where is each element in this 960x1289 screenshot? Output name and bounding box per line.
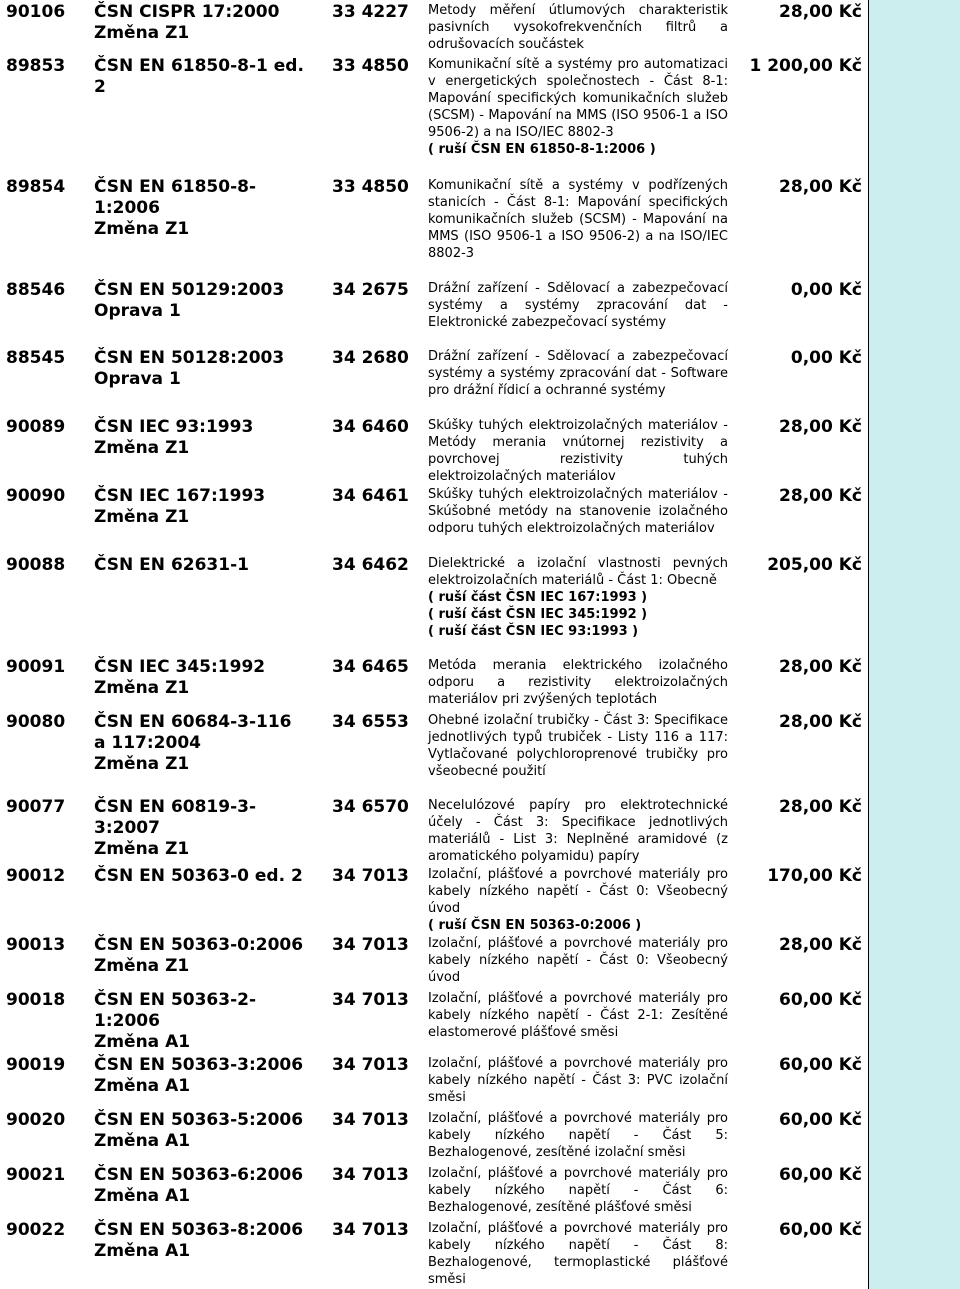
classification-code: 34 6461 xyxy=(332,486,409,506)
standard-line: ČSN EN 50363-3:2006 xyxy=(94,1055,304,1075)
title-text: Dielektrické a izolační vlastnosti pevných elektroizolačních materiálů - Část 1: Obecně xyxy=(428,556,728,588)
standard-line: Změna Z1 xyxy=(94,956,190,976)
classification-code: 34 6465 xyxy=(332,657,409,677)
price: 0,00 Kč xyxy=(790,348,862,368)
standard-line: ČSN EN 60819-3- xyxy=(94,797,257,817)
classification-code: 34 7013 xyxy=(332,990,409,1010)
row-id: 90012 xyxy=(6,866,66,886)
row-id: 90020 xyxy=(6,1110,66,1130)
price: 60,00 Kč xyxy=(779,1055,862,1075)
standard-line: Změna Z1 xyxy=(94,23,190,43)
row-id: 90091 xyxy=(6,657,66,677)
standard-line: ČSN EN 50363-8:2006 xyxy=(94,1220,304,1240)
row-id: 90018 xyxy=(6,990,66,1010)
standard-title xyxy=(428,712,728,780)
standard-line: Změna Z1 xyxy=(94,678,190,698)
standard-title xyxy=(428,657,728,708)
standard-title xyxy=(428,1220,728,1288)
standard-line: Oprava 1 xyxy=(94,369,181,389)
row-id: 90021 xyxy=(6,1165,66,1185)
standard-line: ČSN EN 50129:2003 xyxy=(94,280,285,300)
standard-line: ČSN EN 61850-8- xyxy=(94,177,257,197)
classification-code: 33 4850 xyxy=(332,56,409,76)
title-text: Izolační, plášťové a povrchové materiály pro kabely nízkého napětí - Část 3: PVC izolační směsi xyxy=(428,1056,728,1105)
standard-title xyxy=(428,866,728,934)
standard-title xyxy=(428,555,728,640)
row-id: 88546 xyxy=(6,280,66,300)
standard-designation xyxy=(94,657,330,699)
price: 205,00 Kč xyxy=(767,555,862,575)
standard-line: ČSN EN 50363-5:2006 xyxy=(94,1110,304,1130)
standard-designation xyxy=(94,797,330,860)
standard-line: Změna A1 xyxy=(94,1032,191,1052)
standard-title xyxy=(428,797,728,865)
title-text: Necelulózové papíry pro elektrotechnické účely - Část 3: Specifikace jednotlivých materiálů - List 3: Neplněné aramidové (z aromatického polyamidu) papíry xyxy=(428,798,728,864)
row-id: 90089 xyxy=(6,417,66,437)
standard-title xyxy=(428,1165,728,1216)
standard-designation xyxy=(94,177,330,240)
standard-line: ČSN IEC 93:1993 xyxy=(94,417,254,437)
standard-line: Změna A1 xyxy=(94,1131,191,1151)
standard-line: ČSN EN 50363-0:2006 xyxy=(94,935,304,955)
classification-code: 34 7013 xyxy=(332,1220,409,1240)
classification-code: 34 6570 xyxy=(332,797,409,817)
classification-code: 33 4850 xyxy=(332,177,409,197)
standard-designation xyxy=(94,555,330,576)
standard-title xyxy=(428,177,728,262)
standard-line: 1:2006 xyxy=(94,1011,160,1031)
supersedes-note: ( ruší část ČSN IEC 345:1992 ) xyxy=(428,607,648,622)
supersedes-note: ( ruší ČSN EN 50363-0:2006 ) xyxy=(428,918,642,933)
title-text: Skúšky tuhých elektroizolačných materiálov - Skúšobné metódy na stanovenie izolačného odporu tuhých elektroizolačných materiálov xyxy=(428,487,728,536)
classification-code: 34 7013 xyxy=(332,1165,409,1185)
title-text: Izolační, plášťové a povrchové materiály pro kabely nízkého napětí - Část 0: Všeobecný úvod xyxy=(428,867,728,916)
row-id: 90080 xyxy=(6,712,66,732)
standard-title xyxy=(428,486,728,537)
standard-title xyxy=(428,2,728,53)
standard-line: 1:2006 xyxy=(94,198,160,218)
standard-line: Změna Z1 xyxy=(94,839,190,859)
standard-designation xyxy=(94,417,330,459)
standard-line: ČSN EN 60684-3-116 xyxy=(94,712,292,732)
title-text: Drážní zařízení - Sdělovací a zabezpečovací systémy a systémy zpracování dat - Software pro drážní řídicí a ochranné systémy xyxy=(428,349,728,398)
standard-designation xyxy=(94,56,330,98)
classification-code: 34 7013 xyxy=(332,935,409,955)
standard-designation xyxy=(94,486,330,528)
standard-title xyxy=(428,1055,728,1106)
row-id: 90106 xyxy=(6,2,66,22)
standard-designation xyxy=(94,348,330,390)
standard-line: ČSN EN 62631-1 xyxy=(94,555,249,575)
standard-line: ČSN EN 50128:2003 xyxy=(94,348,285,368)
standard-designation xyxy=(94,866,330,887)
classification-code: 34 7013 xyxy=(332,1055,409,1075)
standard-designation xyxy=(94,2,330,44)
standard-title xyxy=(428,1110,728,1161)
classification-code: 34 6553 xyxy=(332,712,409,732)
price: 28,00 Kč xyxy=(779,935,862,955)
supersedes-note: ( ruší část ČSN IEC 93:1993 ) xyxy=(428,624,639,639)
standard-designation xyxy=(94,280,330,322)
standard-designation xyxy=(94,1165,330,1207)
title-text: Izolační, plášťové a povrchové materiály pro kabely nízkého napětí - Část 2-1: Zesítěné elastomerové plášťové směsi xyxy=(428,991,728,1040)
price: 60,00 Kč xyxy=(779,1165,862,1185)
classification-code: 34 6462 xyxy=(332,555,409,575)
price: 28,00 Kč xyxy=(779,417,862,437)
standard-line: ČSN IEC 167:1993 xyxy=(94,486,266,506)
title-text: Izolační, plášťové a povrchové materiály pro kabely nízkého napětí - Část 5: Bezhalogenové, zesítěné izolační směsi xyxy=(428,1111,728,1160)
standard-line: ČSN EN 50363-6:2006 xyxy=(94,1165,304,1185)
classification-code: 34 2680 xyxy=(332,348,409,368)
standard-line: Změna Z1 xyxy=(94,438,190,458)
classification-code: 34 7013 xyxy=(332,1110,409,1130)
price: 0,00 Kč xyxy=(790,280,862,300)
standard-title xyxy=(428,935,728,986)
row-id: 90022 xyxy=(6,1220,66,1240)
price-column-tint xyxy=(868,0,960,1289)
standard-designation xyxy=(94,1220,330,1262)
price: 170,00 Kč xyxy=(767,866,862,886)
row-id: 88545 xyxy=(6,348,66,368)
standard-line: ČSN EN 50363-0 ed. 2 xyxy=(94,866,303,886)
standard-line: Změna Z1 xyxy=(94,754,190,774)
standard-designation xyxy=(94,990,330,1053)
title-text: Drážní zařízení - Sdělovací a zabezpečovací systémy a systémy zpracování dat - Elektronické zabezpečovací systémy xyxy=(428,281,728,330)
row-id: 90088 xyxy=(6,555,66,575)
standard-designation xyxy=(94,1110,330,1152)
standard-title xyxy=(428,417,728,485)
supersedes-note: ( ruší ČSN EN 61850-8-1:2006 ) xyxy=(428,142,656,157)
title-text: Ohebné izolační trubičky - Část 3: Specifikace jednotlivých typů trubiček - Listy 116 a 117: Vytlačované polychloroprenové trubičky pro všeobecné použití xyxy=(428,713,728,779)
price: 60,00 Kč xyxy=(779,1110,862,1130)
standard-line: ČSN EN 50363-2- xyxy=(94,990,257,1010)
price: 28,00 Kč xyxy=(779,657,862,677)
title-text: Metóda merania elektrického izolačného odporu a rezistivity elektroizolačných materiálov pri zvýšených teplotách xyxy=(428,658,728,707)
row-id: 90019 xyxy=(6,1055,66,1075)
row-id: 90090 xyxy=(6,486,66,506)
price: 28,00 Kč xyxy=(779,177,862,197)
title-text: Komunikační sítě a systémy pro automatizaci v energetických společnostech - Část 8-1: Mapování specifických komunikačních služeb (SCSM) - Mapování na MMS (ISO 9506-1 a ISO 9506-2) a na ISO/IEC 8802-3 xyxy=(428,57,728,140)
classification-code: 34 6460 xyxy=(332,417,409,437)
standard-line: Změna Z1 xyxy=(94,507,190,527)
row-id: 89854 xyxy=(6,177,66,197)
title-text: Komunikační sítě a systémy v podřízených stanicích - Část 8-1: Mapování specifických komunikačních služeb (SCSM) - Mapování na MMS (ISO 9506-1 a ISO 9506-2) a na ISO/IEC 8802-3 xyxy=(428,178,728,261)
price: 60,00 Kč xyxy=(779,990,862,1010)
standard-designation xyxy=(94,712,330,775)
standard-title xyxy=(428,56,728,158)
price: 1 200,00 Kč xyxy=(749,56,862,76)
standard-line: Změna Z1 xyxy=(94,219,190,239)
standard-line: ČSN EN 61850-8-1 ed. xyxy=(94,56,304,76)
row-id: 90077 xyxy=(6,797,66,817)
standard-line: Změna A1 xyxy=(94,1241,191,1261)
standard-line: 2 xyxy=(94,77,106,97)
classification-code: 33 4227 xyxy=(332,2,409,22)
standard-line: ČSN IEC 345:1992 xyxy=(94,657,266,677)
classification-code: 34 7013 xyxy=(332,866,409,886)
standard-designation xyxy=(94,1055,330,1097)
standard-line: a 117:2004 xyxy=(94,733,201,753)
title-text: Izolační, plášťové a povrchové materiály pro kabely nízkého napětí - Část 0: Všeobecný úvod xyxy=(428,936,728,985)
price: 28,00 Kč xyxy=(779,2,862,22)
title-text: Izolační, plášťové a povrchové materiály pro kabely nízkého napětí - Část 6: Bezhalogenové, zesítěné plášťové směsi xyxy=(428,1166,728,1215)
title-text: Skúšky tuhých elektroizolačných materiálov - Metódy merania vnútornej rezistivity a povrchovej rezistivity tuhých elektroizolačných materiálov xyxy=(428,418,728,484)
standard-line: 3:2007 xyxy=(94,818,160,838)
column-divider xyxy=(868,0,869,1289)
standard-line: Oprava 1 xyxy=(94,301,181,321)
supersedes-note: ( ruší část ČSN IEC 167:1993 ) xyxy=(428,590,648,605)
price: 60,00 Kč xyxy=(779,1220,862,1240)
standard-line: Změna A1 xyxy=(94,1186,191,1206)
price: 28,00 Kč xyxy=(779,712,862,732)
standard-title xyxy=(428,990,728,1041)
title-text: Metody měření útlumových charakteristik pasivních vysokofrekvenčních filtrů a odrušovacích součástek xyxy=(428,3,728,52)
price: 28,00 Kč xyxy=(779,797,862,817)
title-text: Izolační, plášťové a povrchové materiály pro kabely nízkého napětí - Část 8: Bezhalogenové, termoplastické plášťové směsi xyxy=(428,1221,728,1287)
standard-title xyxy=(428,280,728,331)
row-id: 90013 xyxy=(6,935,66,955)
standard-title xyxy=(428,348,728,399)
classification-code: 34 2675 xyxy=(332,280,409,300)
standard-designation xyxy=(94,935,330,977)
standard-line: ČSN CISPR 17:2000 xyxy=(94,2,280,22)
row-id: 89853 xyxy=(6,56,66,76)
price: 28,00 Kč xyxy=(779,486,862,506)
standard-line: Změna A1 xyxy=(94,1076,191,1096)
